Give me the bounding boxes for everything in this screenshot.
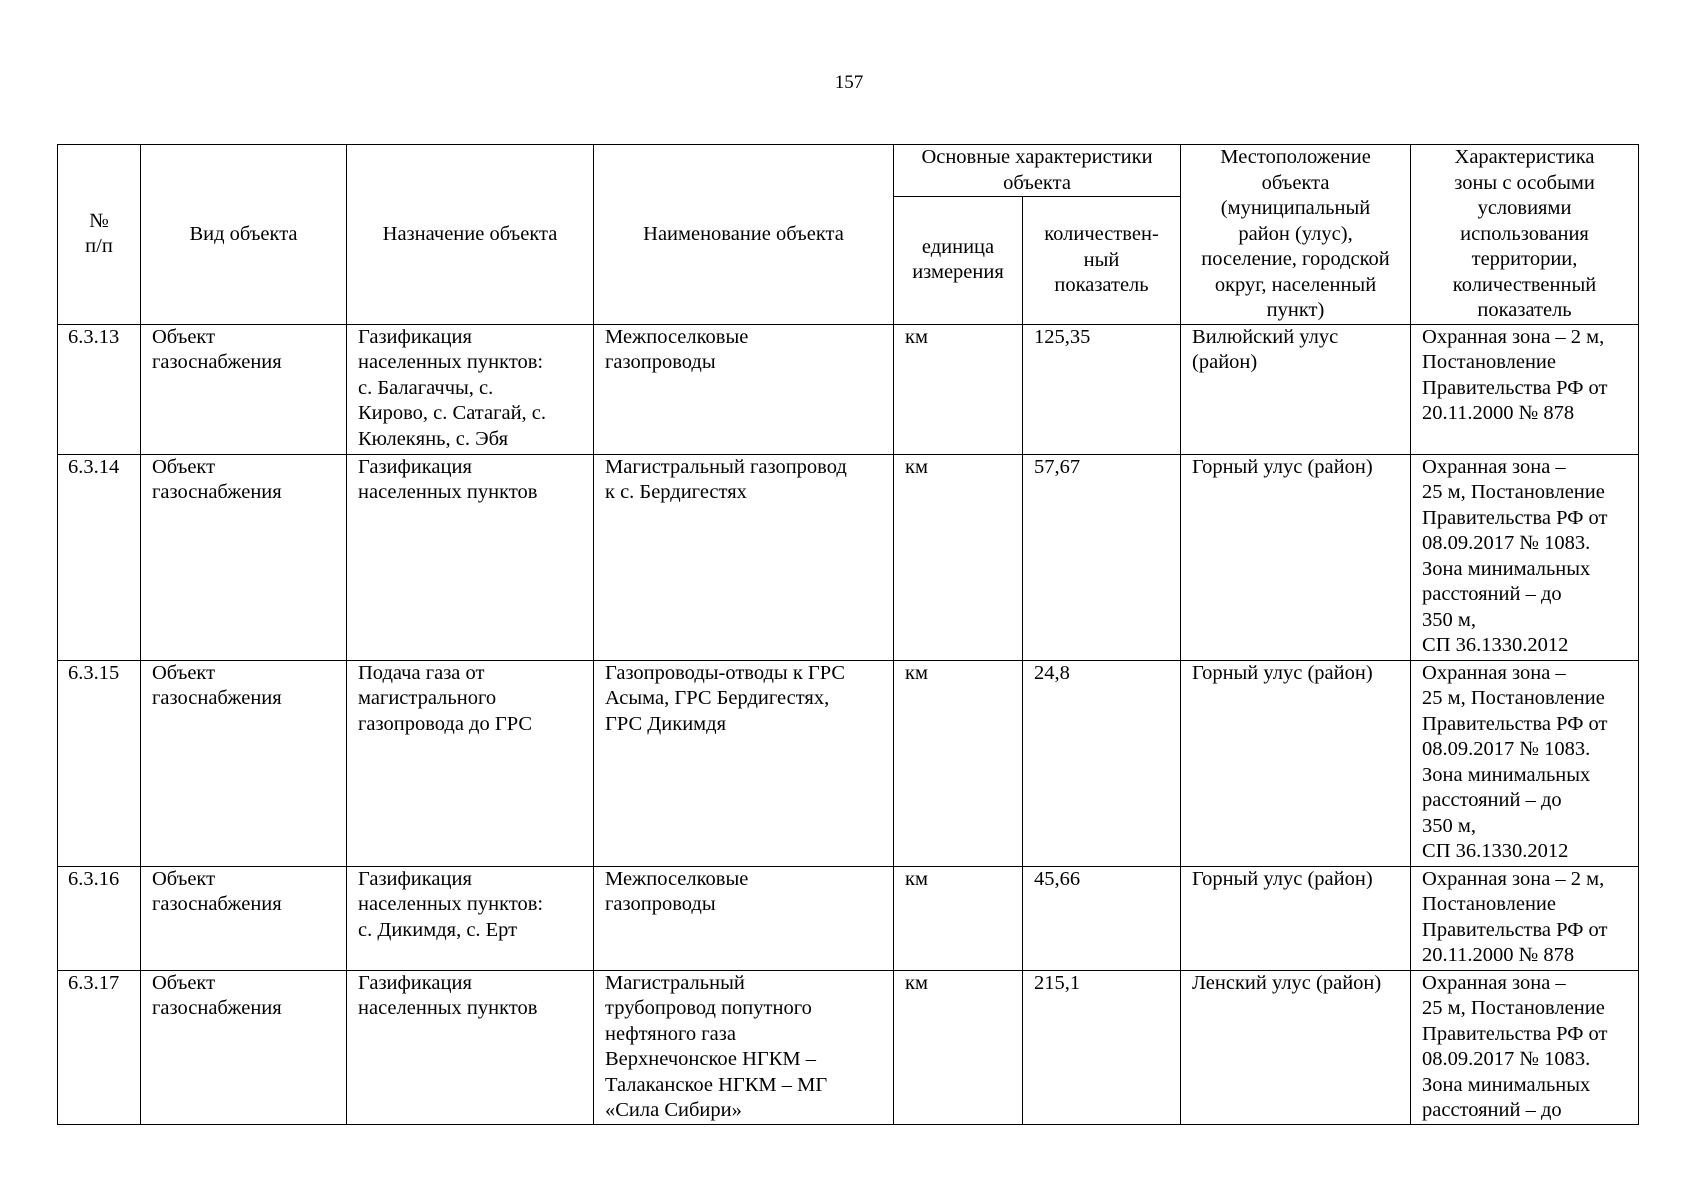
cell-num: 6.3.13 [58,324,141,454]
cell-quantity: 24,8 [1023,660,1181,866]
table-row [58,324,1639,454]
header-quantity: количествен- ный показатель [1023,197,1181,324]
cell-location: Ленский улус (район) [1181,970,1411,1124]
cell-num: 6.3.16 [58,866,141,970]
header-zone-characteristics: Характеристика зоны с особыми условиями использования территории, количественный показатель [1411,145,1639,325]
cell-object-purpose: Газификация населенных пунктов: с. Балагаччы, с. Кирово, с. Сатагай, с. Кюлекянь, с. Эбя [347,324,594,454]
header-object-name: Наименование объекта [594,145,894,325]
cell-zone: Охранная зона – 25 м, Постановление Правительства РФ от 08.09.2017 № 1083. Зона минимальных расстояний – до 350 м, СП 36.1330.2012 [1411,454,1639,660]
header-object-purpose: Назначение объекта [347,145,594,325]
cell-zone: Охранная зона – 2 м, Постановление Правительства РФ от 20.11.2000 № 878 [1411,324,1639,454]
table-row [58,866,1639,970]
cell-object-name: Магистральный газопровод к с. Бердигестях [594,454,894,660]
header-object-type: Вид объекта [141,145,347,325]
cell-object-name: Магистральный трубопровод попутного нефтяного газа Верхнечонское НГКМ – Талаканское НГКМ – МГ «Сила Сибири» [594,970,894,1124]
cell-unit: км [894,866,1023,970]
cell-object-type: Объект газоснабжения [141,866,347,970]
header-unit: единица измерения [894,197,1023,324]
cell-object-purpose: Газификация населенных пунктов: с. Дикимдя, с. Ерт [347,866,594,970]
header-location: Местоположение объекта (муниципальный район (улус), поселение, городской округ, населенный пункт) [1181,145,1411,325]
cell-object-purpose: Газификация населенных пунктов [347,970,594,1124]
cell-num: 6.3.17 [58,970,141,1124]
table-row [58,970,1639,1124]
table-row [58,454,1639,660]
cell-location: Горный улус (район) [1181,866,1411,970]
header-num: № п/п [58,145,141,325]
cell-location: Горный улус (район) [1181,454,1411,660]
cell-zone: Охранная зона – 25 м, Постановление Правительства РФ от 08.09.2017 № 1083. Зона минимальных расстояний – до 350 м, СП 36.1330.2012 [1411,660,1639,866]
cell-object-name: Межпоселковые газопроводы [594,324,894,454]
cell-zone: Охранная зона – 25 м, Постановление Правительства РФ от 08.09.2017 № 1083. Зона минимальных расстояний – до [1411,970,1639,1124]
objects-table [57,144,1639,1125]
cell-quantity: 125,35 [1023,324,1181,454]
cell-location: Вилюйский улус (район) [1181,324,1411,454]
page-number: 157 [834,72,864,93]
cell-unit: км [894,660,1023,866]
cell-object-purpose: Газификация населенных пунктов [347,454,594,660]
cell-object-name: Газопроводы-отводы к ГРС Асыма, ГРС Бердигестях, ГРС Дикимдя [594,660,894,866]
cell-location: Горный улус (район) [1181,660,1411,866]
table-row [58,660,1639,866]
cell-object-name: Межпоселковые газопроводы [594,866,894,970]
cell-unit: км [894,454,1023,660]
cell-object-type: Объект газоснабжения [141,454,347,660]
cell-zone: Охранная зона – 2 м, Постановление Правительства РФ от 20.11.2000 № 878 [1411,866,1639,970]
cell-object-type: Объект газоснабжения [141,660,347,866]
cell-object-type: Объект газоснабжения [141,324,347,454]
cell-quantity: 215,1 [1023,970,1181,1124]
cell-num: 6.3.14 [58,454,141,660]
cell-num: 6.3.15 [58,660,141,866]
cell-object-purpose: Подача газа от магистрального газопровода до ГРС [347,660,594,866]
cell-object-type: Объект газоснабжения [141,970,347,1124]
cell-quantity: 57,67 [1023,454,1181,660]
cell-unit: км [894,324,1023,454]
header-main-characteristics: Основные характеристики объекта [894,145,1181,197]
cell-quantity: 45,66 [1023,866,1181,970]
cell-unit: км [894,970,1023,1124]
